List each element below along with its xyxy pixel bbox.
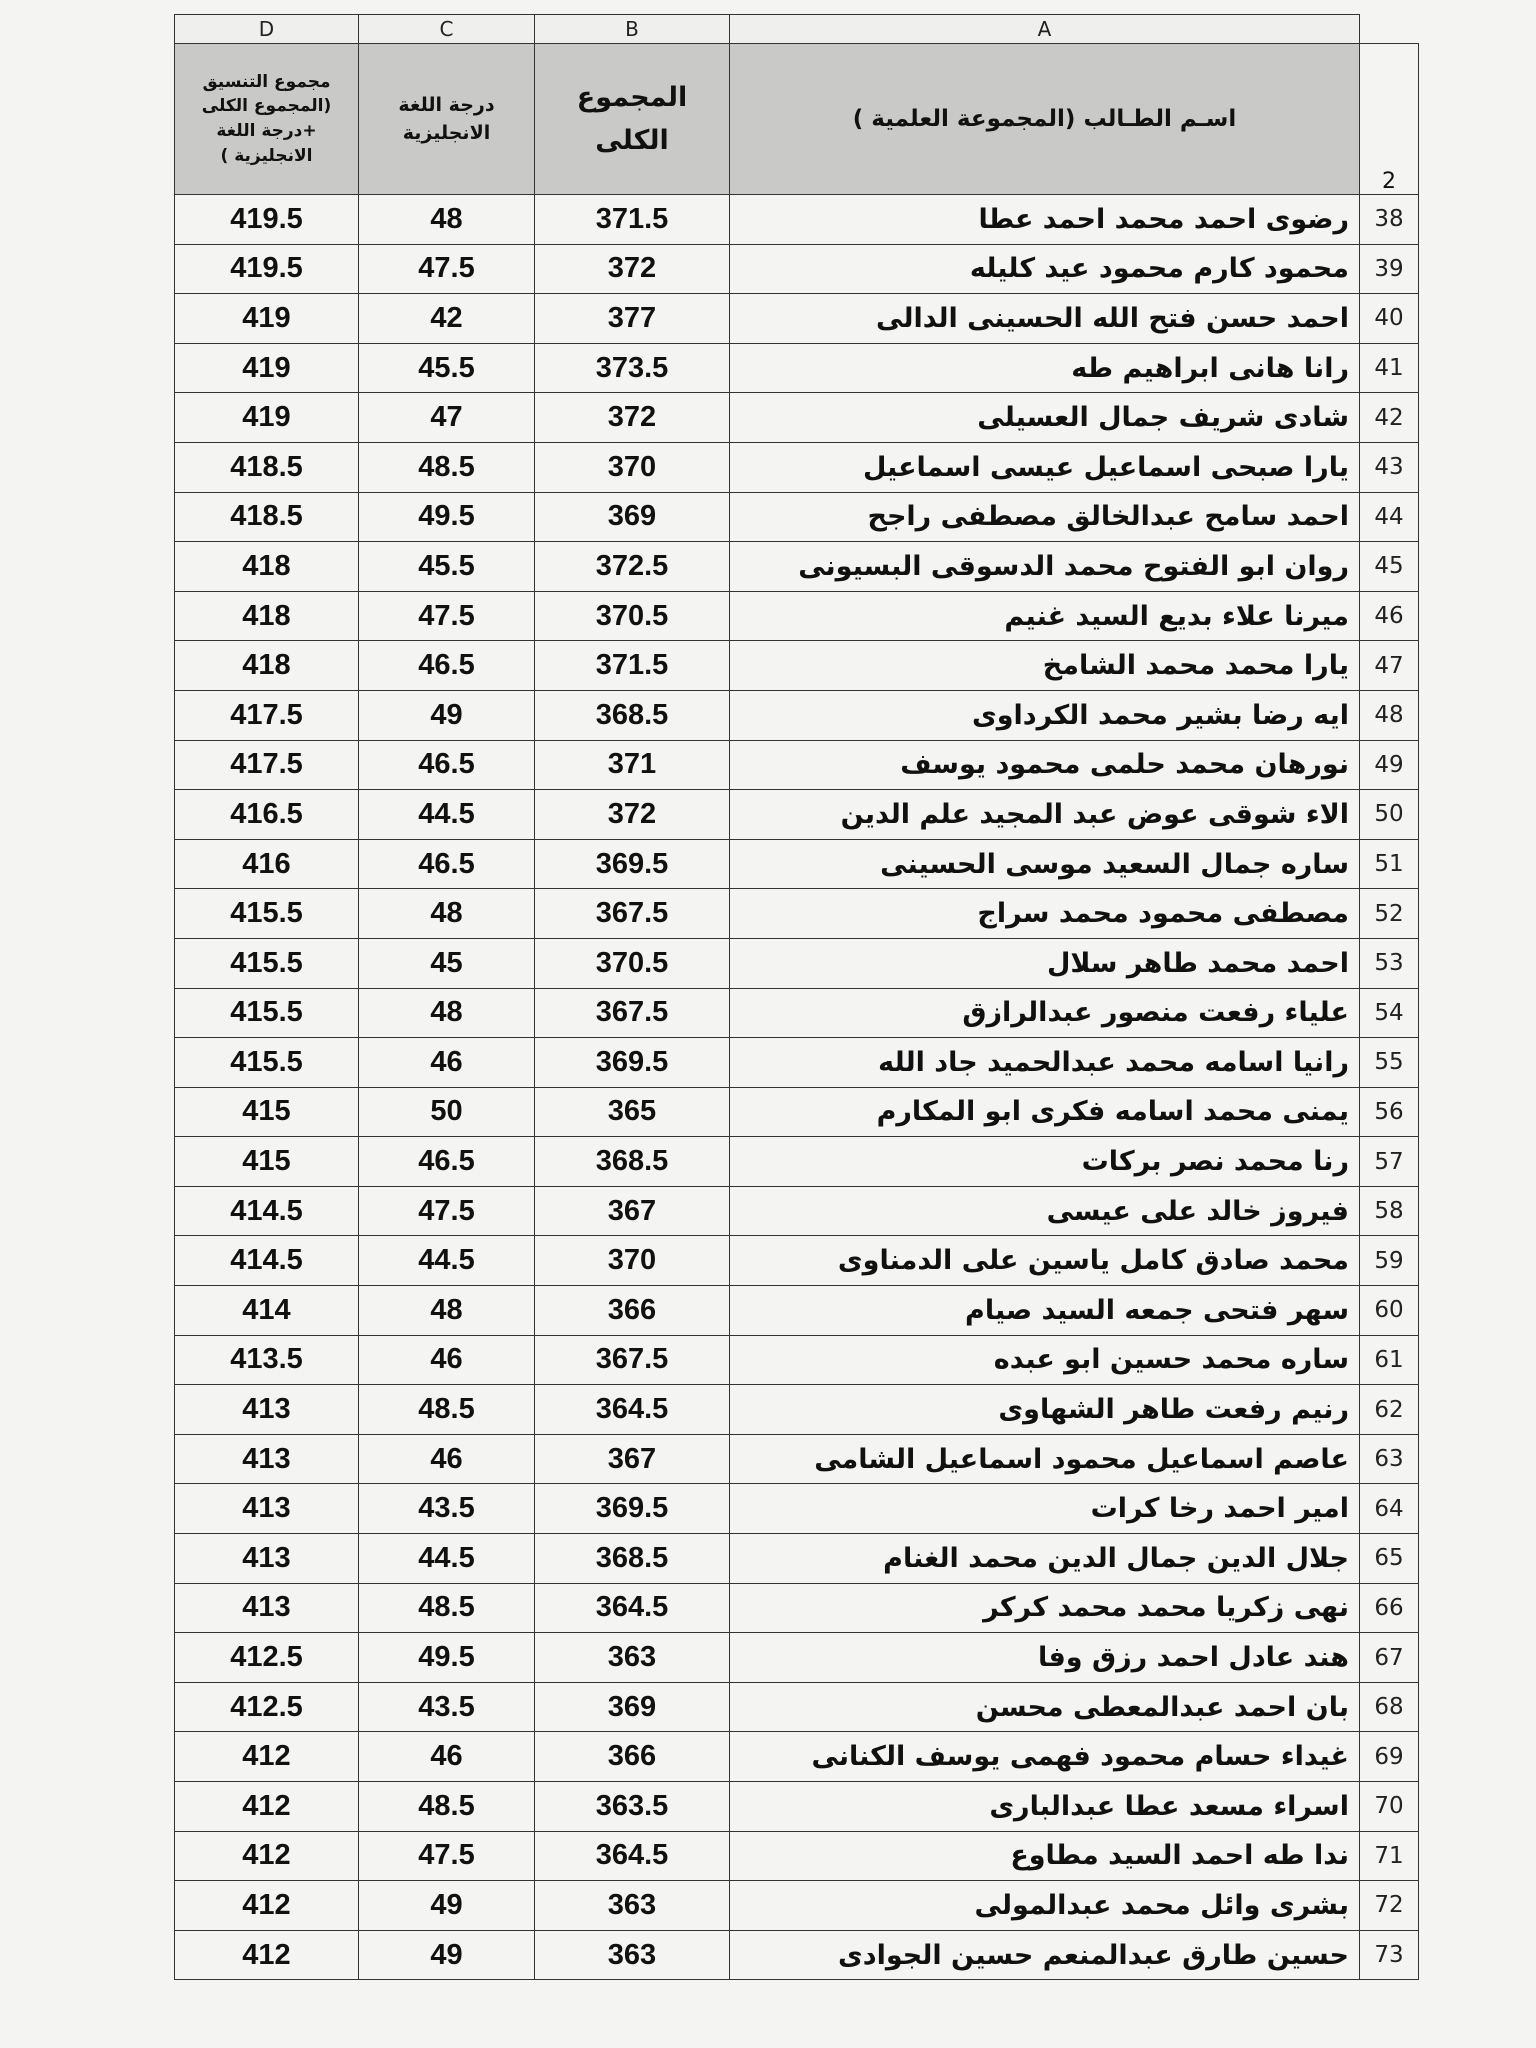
student-name-cell[interactable]: ساره محمد حسين ابو عبده (730, 1335, 1360, 1385)
student-name-cell[interactable]: علياء رفعت منصور عبدالرازق (730, 988, 1360, 1038)
english-grade-cell[interactable]: 44.5 (359, 1534, 535, 1584)
row-number[interactable]: 56 (1360, 1087, 1419, 1137)
english-grade-cell[interactable]: 46.5 (359, 839, 535, 889)
student-name-cell[interactable]: احمد حسن فتح الله الحسينى الدالى (730, 294, 1360, 344)
table-row (175, 393, 1419, 443)
coordination-total-cell[interactable]: 419.5 (175, 195, 359, 245)
coordination-total-cell[interactable]: 412.5 (175, 1633, 359, 1683)
english-grade-cell[interactable]: 47.5 (359, 1186, 535, 1236)
row-number[interactable]: 39 (1360, 244, 1419, 294)
coordination-total-cell[interactable]: 412.5 (175, 1682, 359, 1732)
coordination-total-cell[interactable]: 413 (175, 1583, 359, 1633)
row-number[interactable]: 51 (1360, 839, 1419, 889)
total-score-cell[interactable]: 363 (535, 1633, 730, 1683)
header-b-line-2: الكلى (595, 125, 669, 156)
coordination-total-cell[interactable]: 415 (175, 1087, 359, 1137)
row-number[interactable]: 63 (1360, 1434, 1419, 1484)
coordination-total-cell[interactable]: 412 (175, 1881, 359, 1931)
total-score-cell[interactable]: 367 (535, 1434, 730, 1484)
coordination-total-cell[interactable]: 415.5 (175, 988, 359, 1038)
header-b-line-1: المجموع (576, 81, 688, 113)
coordination-total-cell[interactable]: 415 (175, 1137, 359, 1187)
student-name-cell[interactable]: احمد سامح عبدالخالق مصطفى راجح (730, 492, 1360, 542)
coordination-total-cell[interactable]: 417.5 (175, 740, 359, 790)
coordination-total-cell[interactable]: 412 (175, 1930, 359, 1980)
table-row (175, 244, 1419, 294)
table-row (175, 1831, 1419, 1881)
total-score-cell[interactable]: 368.5 (535, 690, 730, 740)
spreadsheet (174, 14, 1418, 1980)
student-name-cell[interactable]: روان ابو الفتوح محمد الدسوقى البسيونى (730, 542, 1360, 592)
row-number[interactable]: 65 (1360, 1534, 1419, 1584)
table-row (175, 1583, 1419, 1633)
header-student-name[interactable]: اسـم الطـالب (المجموعة العلمية ) (730, 44, 1360, 195)
table-row (175, 1137, 1419, 1187)
english-grade-cell[interactable]: 46.5 (359, 740, 535, 790)
table-row (175, 591, 1419, 641)
coordination-total-cell[interactable]: 413.5 (175, 1335, 359, 1385)
table-row (175, 690, 1419, 740)
english-grade-cell[interactable]: 48.5 (359, 442, 535, 492)
row-number[interactable]: 54 (1360, 988, 1419, 1038)
student-name-cell[interactable]: جلال الدين جمال الدين محمد الغنام (730, 1534, 1360, 1584)
row-number[interactable]: 38 (1360, 195, 1419, 245)
student-name-cell[interactable]: رانيا اسامه محمد عبدالحميد جاد الله (730, 1038, 1360, 1088)
total-score-cell[interactable]: 371.5 (535, 195, 730, 245)
english-grade-cell[interactable]: 46 (359, 1335, 535, 1385)
coordination-total-cell[interactable]: 413 (175, 1434, 359, 1484)
total-score-cell[interactable]: 372.5 (535, 542, 730, 592)
student-name-cell[interactable]: هند عادل احمد رزق وفا (730, 1633, 1360, 1683)
row-number[interactable]: 68 (1360, 1682, 1419, 1732)
table-row (175, 542, 1419, 592)
coordination-total-cell[interactable]: 414.5 (175, 1236, 359, 1286)
total-score-cell[interactable]: 363.5 (535, 1782, 730, 1832)
student-name-cell[interactable]: حسين طارق عبدالمنعم حسين الجوادى (730, 1930, 1360, 1980)
english-grade-cell[interactable]: 48.5 (359, 1782, 535, 1832)
student-name-cell[interactable]: فيروز خالد على عيسى (730, 1186, 1360, 1236)
row-number[interactable]: 66 (1360, 1583, 1419, 1633)
english-grade-cell[interactable]: 46 (359, 1038, 535, 1088)
total-score-cell[interactable]: 377 (535, 294, 730, 344)
table-row (175, 839, 1419, 889)
coordination-total-cell[interactable]: 415.5 (175, 938, 359, 988)
row-number[interactable]: 49 (1360, 740, 1419, 790)
student-name-cell[interactable]: سهر فتحى جمعه السيد صيام (730, 1286, 1360, 1336)
coordination-total-cell[interactable]: 419 (175, 343, 359, 393)
table-row (175, 1782, 1419, 1832)
row-number[interactable]: 41 (1360, 343, 1419, 393)
english-grade-cell[interactable]: 44.5 (359, 1236, 535, 1286)
table-row (175, 1186, 1419, 1236)
coordination-total-cell[interactable]: 412 (175, 1732, 359, 1782)
total-score-cell[interactable]: 366 (535, 1732, 730, 1782)
table-row (175, 1534, 1419, 1584)
student-name-cell[interactable]: يارا محمد محمد الشامخ (730, 641, 1360, 691)
table-row (175, 1930, 1419, 1980)
student-name-cell[interactable]: محمد صادق كامل ياسين على الدمناوى (730, 1236, 1360, 1286)
coordination-total-cell[interactable]: 413 (175, 1385, 359, 1435)
total-score-cell[interactable]: 370.5 (535, 938, 730, 988)
table-row (175, 1087, 1419, 1137)
student-name-cell[interactable]: ايه رضا بشير محمد الكرداوى (730, 690, 1360, 740)
total-score-cell[interactable]: 372 (535, 244, 730, 294)
english-grade-cell[interactable]: 44.5 (359, 790, 535, 840)
row-number[interactable]: 70 (1360, 1782, 1419, 1832)
student-name-cell[interactable]: رانا هانى ابراهيم طه (730, 343, 1360, 393)
student-name-cell[interactable]: بان احمد عبدالمعطى محسن (730, 1682, 1360, 1732)
student-name-cell[interactable]: عاصم اسماعيل محمود اسماعيل الشامى (730, 1434, 1360, 1484)
row-number[interactable]: 67 (1360, 1633, 1419, 1683)
table-row (175, 492, 1419, 542)
english-grade-cell[interactable]: 45.5 (359, 343, 535, 393)
total-score-cell[interactable]: 371.5 (535, 641, 730, 691)
header-d-line-2: (المجموع الكلى (201, 96, 332, 117)
english-grade-cell[interactable]: 47.5 (359, 591, 535, 641)
row-number[interactable]: 44 (1360, 492, 1419, 542)
row-number[interactable]: 2 (1360, 44, 1419, 195)
table-row (175, 1335, 1419, 1385)
results-table (174, 14, 1419, 1980)
english-grade-cell[interactable]: 45.5 (359, 542, 535, 592)
row-number[interactable]: 46 (1360, 591, 1419, 641)
total-score-cell[interactable]: 369 (535, 492, 730, 542)
coordination-total-cell[interactable]: 416.5 (175, 790, 359, 840)
english-grade-cell[interactable]: 49.5 (359, 1633, 535, 1683)
total-score-cell[interactable]: 369 (535, 1682, 730, 1732)
column-letter-b[interactable]: B (535, 15, 730, 44)
row-number[interactable]: 71 (1360, 1831, 1419, 1881)
row-number[interactable]: 73 (1360, 1930, 1419, 1980)
english-grade-cell[interactable]: 46 (359, 1732, 535, 1782)
table-row (175, 1434, 1419, 1484)
row-number[interactable]: 60 (1360, 1286, 1419, 1336)
english-grade-cell[interactable]: 48 (359, 988, 535, 1038)
english-grade-cell[interactable]: 46.5 (359, 641, 535, 691)
english-grade-cell[interactable]: 48 (359, 1286, 535, 1336)
header-d-line-4: الانجليزية ) (220, 145, 313, 166)
table-row (175, 1286, 1419, 1336)
student-name-cell[interactable]: احمد محمد طاهر سلال (730, 938, 1360, 988)
row-number[interactable]: 55 (1360, 1038, 1419, 1088)
coordination-total-cell[interactable]: 419 (175, 294, 359, 344)
student-name-cell[interactable]: رنيم رفعت طاهر الشهاوى (730, 1385, 1360, 1435)
table-row (175, 889, 1419, 939)
total-score-cell[interactable]: 368.5 (535, 1534, 730, 1584)
student-name-cell[interactable]: ندا طه احمد السيد مطاوع (730, 1831, 1360, 1881)
column-letter-d[interactable]: D (175, 15, 359, 44)
row-number[interactable]: 50 (1360, 790, 1419, 840)
row-number[interactable]: 57 (1360, 1137, 1419, 1187)
english-grade-cell[interactable]: 47.5 (359, 244, 535, 294)
total-score-cell[interactable]: 371 (535, 740, 730, 790)
student-name-cell[interactable]: ميرنا علاء بديع السيد غنيم (730, 591, 1360, 641)
english-grade-cell[interactable]: 42 (359, 294, 535, 344)
table-row (175, 195, 1419, 245)
total-score-cell[interactable]: 370.5 (535, 591, 730, 641)
table-row (175, 1484, 1419, 1534)
student-name-cell[interactable]: محمود كارم محمود عيد كليله (730, 244, 1360, 294)
total-score-cell[interactable]: 363 (535, 1881, 730, 1931)
header-d-line-3: +درجة اللغة (216, 121, 317, 141)
total-score-cell[interactable]: 363 (535, 1930, 730, 1980)
table-row (175, 938, 1419, 988)
header-c-line-2: الانجليزية (402, 122, 491, 144)
table-row (175, 1385, 1419, 1435)
student-name-cell[interactable]: يارا صبحى اسماعيل عيسى اسماعيل (730, 442, 1360, 492)
header-row (175, 44, 1419, 195)
english-grade-cell[interactable]: 43.5 (359, 1484, 535, 1534)
table-row (175, 442, 1419, 492)
coordination-total-cell[interactable]: 415.5 (175, 889, 359, 939)
header-d-line-1: مجموع التنسيق (202, 71, 331, 92)
row-number[interactable]: 62 (1360, 1385, 1419, 1435)
column-letter-a[interactable]: A (730, 15, 1360, 44)
total-score-cell[interactable]: 367.5 (535, 1335, 730, 1385)
table-row (175, 740, 1419, 790)
coordination-total-cell[interactable]: 412 (175, 1782, 359, 1832)
total-score-cell[interactable]: 369.5 (535, 1038, 730, 1088)
english-grade-cell[interactable]: 48 (359, 889, 535, 939)
english-grade-cell[interactable]: 50 (359, 1087, 535, 1137)
coordination-total-cell[interactable]: 417.5 (175, 690, 359, 740)
english-grade-cell[interactable]: 49 (359, 1881, 535, 1931)
total-score-cell[interactable]: 373.5 (535, 343, 730, 393)
coordination-total-cell[interactable]: 416 (175, 839, 359, 889)
total-score-cell[interactable]: 366 (535, 1286, 730, 1336)
row-number[interactable]: 59 (1360, 1236, 1419, 1286)
english-grade-cell[interactable]: 47.5 (359, 1831, 535, 1881)
total-score-cell[interactable]: 364.5 (535, 1385, 730, 1435)
table-row (175, 988, 1419, 1038)
coordination-total-cell[interactable]: 415.5 (175, 1038, 359, 1088)
row-number[interactable]: 69 (1360, 1732, 1419, 1782)
column-letters-row (175, 15, 1419, 44)
header-english-grade[interactable] (359, 44, 535, 195)
total-score-cell[interactable]: 370 (535, 1236, 730, 1286)
coordination-total-cell[interactable]: 418 (175, 542, 359, 592)
student-name-cell[interactable]: شادى شريف جمال العسيلى (730, 393, 1360, 443)
student-name-cell[interactable]: ساره جمال السعيد موسى الحسينى (730, 839, 1360, 889)
student-name-cell[interactable]: اسراء مسعد عطا عبدالبارى (730, 1782, 1360, 1832)
student-name-cell[interactable]: رنا محمد نصر بركات (730, 1137, 1360, 1187)
student-name-cell[interactable]: الاء شوقى عوض عبد المجيد علم الدين (730, 790, 1360, 840)
english-grade-cell[interactable]: 48 (359, 195, 535, 245)
header-c-line-1: درجة اللغة (398, 93, 495, 116)
english-grade-cell[interactable]: 45 (359, 938, 535, 988)
english-grade-cell[interactable]: 48.5 (359, 1583, 535, 1633)
table-row (175, 1682, 1419, 1732)
table-row (175, 1633, 1419, 1683)
student-name-cell[interactable]: رضوى احمد محمد احمد عطا (730, 195, 1360, 245)
table-row (175, 1038, 1419, 1088)
total-score-cell[interactable]: 369.5 (535, 1484, 730, 1534)
row-number[interactable]: 43 (1360, 442, 1419, 492)
table-row (175, 294, 1419, 344)
table-row (175, 343, 1419, 393)
row-number[interactable]: 42 (1360, 393, 1419, 443)
column-letter-c[interactable]: C (359, 15, 535, 44)
table-row (175, 641, 1419, 691)
coordination-total-cell[interactable]: 414.5 (175, 1186, 359, 1236)
row-number[interactable]: 53 (1360, 938, 1419, 988)
coordination-total-cell[interactable]: 418.5 (175, 492, 359, 542)
student-name-cell[interactable]: نورهان محمد حلمى محمود يوسف (730, 740, 1360, 790)
student-name-cell[interactable]: مصطفى محمود محمد سراج (730, 889, 1360, 939)
english-grade-cell[interactable]: 46 (359, 1434, 535, 1484)
coordination-total-cell[interactable]: 419 (175, 393, 359, 443)
coordination-total-cell[interactable]: 418.5 (175, 442, 359, 492)
student-name-cell[interactable]: نهى زكريا محمد محمد كركر (730, 1583, 1360, 1633)
table-row (175, 1881, 1419, 1931)
corner-cell (1360, 15, 1419, 44)
english-grade-cell[interactable]: 47 (359, 393, 535, 443)
coordination-total-cell[interactable]: 413 (175, 1484, 359, 1534)
total-score-cell[interactable]: 364.5 (535, 1583, 730, 1633)
english-grade-cell[interactable]: 43.5 (359, 1682, 535, 1732)
english-grade-cell[interactable]: 46.5 (359, 1137, 535, 1187)
table-row (175, 1236, 1419, 1286)
coordination-total-cell[interactable]: 413 (175, 1534, 359, 1584)
coordination-total-cell[interactable]: 412 (175, 1831, 359, 1881)
header-coordination-total[interactable] (175, 44, 359, 195)
coordination-total-cell[interactable]: 418 (175, 641, 359, 691)
total-score-cell[interactable]: 367.5 (535, 889, 730, 939)
header-total-score[interactable] (535, 44, 730, 195)
coordination-total-cell[interactable]: 414 (175, 1286, 359, 1336)
coordination-total-cell[interactable]: 419.5 (175, 244, 359, 294)
table-row (175, 1732, 1419, 1782)
student-name-cell[interactable]: بشرى وائل محمد عبدالمولى (730, 1881, 1360, 1931)
row-number[interactable]: 45 (1360, 542, 1419, 592)
row-number[interactable]: 48 (1360, 690, 1419, 740)
row-number[interactable]: 58 (1360, 1186, 1419, 1236)
total-score-cell[interactable]: 364.5 (535, 1831, 730, 1881)
table-row (175, 790, 1419, 840)
english-grade-cell[interactable]: 49 (359, 690, 535, 740)
row-number[interactable]: 61 (1360, 1335, 1419, 1385)
student-name-cell[interactable]: غيداء حسام محمود فهمى يوسف الكنانى (730, 1732, 1360, 1782)
total-score-cell[interactable]: 372 (535, 393, 730, 443)
english-grade-cell[interactable]: 49 (359, 1930, 535, 1980)
total-score-cell[interactable]: 372 (535, 790, 730, 840)
total-score-cell[interactable]: 368.5 (535, 1137, 730, 1187)
row-number[interactable]: 40 (1360, 294, 1419, 344)
coordination-total-cell[interactable]: 418 (175, 591, 359, 641)
total-score-cell[interactable]: 370 (535, 442, 730, 492)
total-score-cell[interactable]: 369.5 (535, 839, 730, 889)
total-score-cell[interactable]: 367.5 (535, 988, 730, 1038)
row-number[interactable]: 64 (1360, 1484, 1419, 1534)
student-name-cell[interactable]: امير احمد رخا كرات (730, 1484, 1360, 1534)
row-number[interactable]: 72 (1360, 1881, 1419, 1931)
student-name-cell[interactable]: يمنى محمد اسامه فكرى ابو المكارم (730, 1087, 1360, 1137)
english-grade-cell[interactable]: 48.5 (359, 1385, 535, 1435)
row-number[interactable]: 52 (1360, 889, 1419, 939)
total-score-cell[interactable]: 367 (535, 1186, 730, 1236)
english-grade-cell[interactable]: 49.5 (359, 492, 535, 542)
row-number[interactable]: 47 (1360, 641, 1419, 691)
total-score-cell[interactable]: 365 (535, 1087, 730, 1137)
